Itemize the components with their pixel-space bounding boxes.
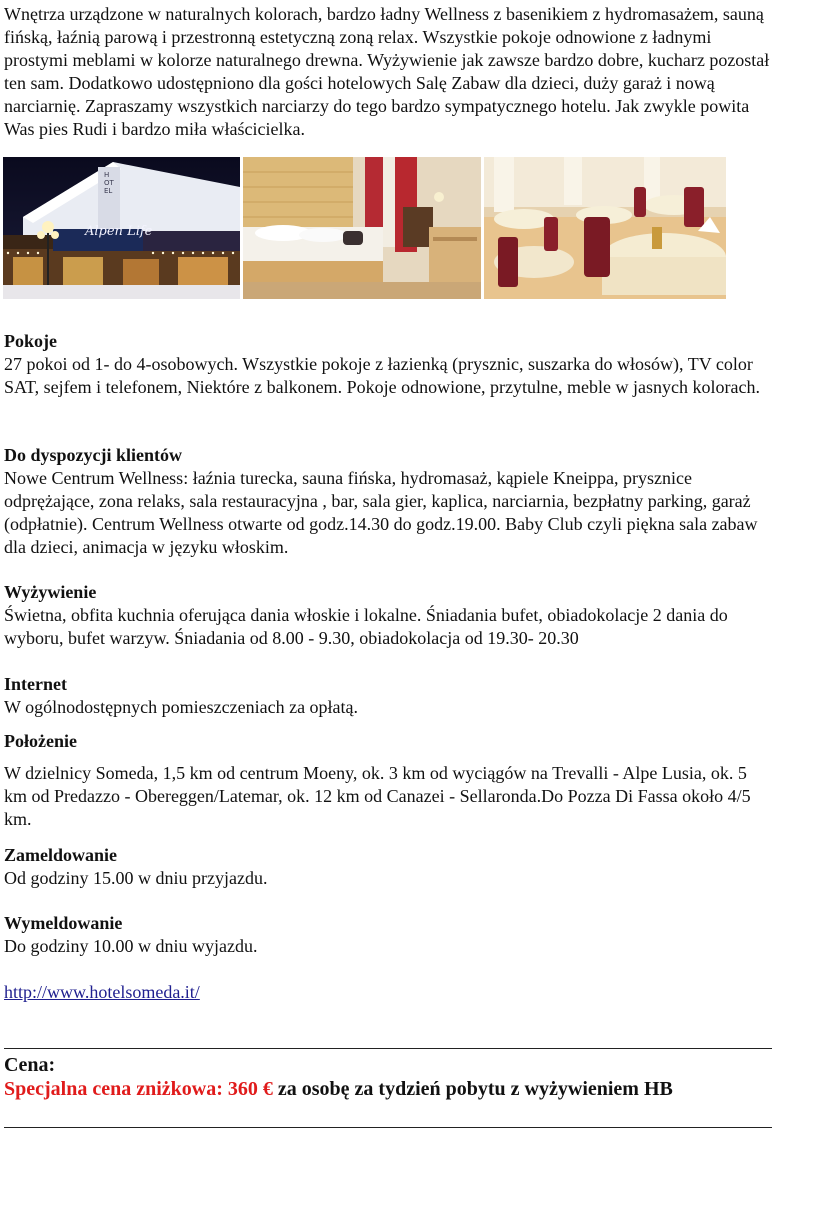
price-details: za osobę za tydzień pobytu z wyżywieniem HB (272, 1078, 673, 1100)
section-heading: Do dyspozycji klientów (4, 445, 183, 465)
price-title: Cena: (4, 1054, 56, 1076)
divider-bottom (4, 1127, 772, 1128)
section-wyzywienie (4, 581, 772, 650)
section-text: Do godziny 10.00 w dniu wyjazdu. (4, 936, 258, 956)
section-text: 27 pokoi od 1- do 4-osobowych. Wszystkie pokoje z łazienką (prysznic, suszarka do włosów), TV color SAT, sejfem i telefonem, Niektóre z balkonem. Pokoje odnowione, przytulne, meble w jasnych kolorach. (4, 354, 760, 397)
section-text: W dzielnicy Someda, 1,5 km od centrum Moeny, ok. 3 km od wyciągów na Trevalli - Alpe Lusia, ok. 5 km od Predazzo - Obereggen/Latemar, ok. 12 km od Canazei - Sellaronda.Do Pozza Di Fassa około 4/5 km. (4, 763, 751, 829)
section-wymeldowanie (4, 912, 772, 958)
section-zameldowanie (4, 844, 772, 890)
photo-strip (3, 157, 728, 299)
section-internet (4, 673, 772, 719)
section-heading: Internet (4, 674, 67, 694)
section-heading: Zameldowanie (4, 845, 118, 865)
hotel-website-link[interactable]: http://www.hotelsomeda.it/ (4, 982, 200, 1002)
section-pokoje (4, 330, 772, 399)
hotel-exterior-photo (3, 157, 240, 299)
section-heading: Wyżywienie (4, 582, 97, 602)
special-price: Specjalna cena zniżkowa: 360 € (4, 1078, 273, 1100)
section-text: Od godziny 15.00 w dniu przyjazdu. (4, 868, 268, 888)
price-box (4, 1053, 772, 1101)
section-heading: Pokoje (4, 331, 57, 351)
hotel-vertical-sign: HOTEL (104, 171, 114, 195)
section-dyspozycja (4, 444, 772, 559)
hotel-sign: Alpen Life (85, 224, 153, 239)
section-text: Nowe Centrum Wellness: łaźnia turecka, sauna fińska, hydromasaż, kąpiele Kneippa, prysznice odprężające, zona relaks, sala restauracyjna , bar, sala gier, kaplica, narciarnia, bezpłatny parking, garaż (odpłatnie). Centrum Wellness otwarte od godz.14.30 do godz.19.00. Baby Club czyli piękna sala zabaw dla dzieci, animacja w języku włoskim. (4, 468, 758, 557)
hotel-link-row (4, 981, 772, 1004)
section-heading: Położenie (4, 731, 77, 751)
hotel-room-photo (243, 157, 481, 299)
section-text: W ogólnodostępnych pomieszczeniach za opłatą. (4, 697, 359, 717)
section-heading: Wymeldowanie (4, 913, 123, 933)
section-text: Świetna, obfita kuchnia oferująca dania włoskie i lokalne. Śniadania bufet, obiadokolacje 2 dania do wyboru, bufet warzyw. Śniadania od 8.00 - 9.30, obiadokolacja od 19.30- 20.30 (4, 605, 728, 648)
restaurant-photo (484, 157, 726, 299)
price-line (4, 1077, 772, 1101)
intro-paragraph: Wnętrza urządzone w naturalnych kolorach, bardzo ładny Wellness z basenikiem z hydromasażem, sauną fińską, łaźnią parową i przestronną estetyczną zoną relax. Wszystkie pokoje odnowione z ładnymi prostymi meblami w kolorze naturalnego drewna. Wyżywienie jak zawsze bardzo dobre, kucharz pozostał ten sam. Dodatkowo udostępniono dla gości hotelowych Salę Zabaw dla dzieci, duży garaż i nową narciarnię. Zapraszamy wszystkich narciarzy do tego bardzo sympatycznego hotelu. Jak zwykle powita Was pies Rudi i bardzo miła właścicielka. (4, 4, 770, 139)
section-polozenie (4, 730, 772, 831)
divider-top (4, 1048, 772, 1049)
